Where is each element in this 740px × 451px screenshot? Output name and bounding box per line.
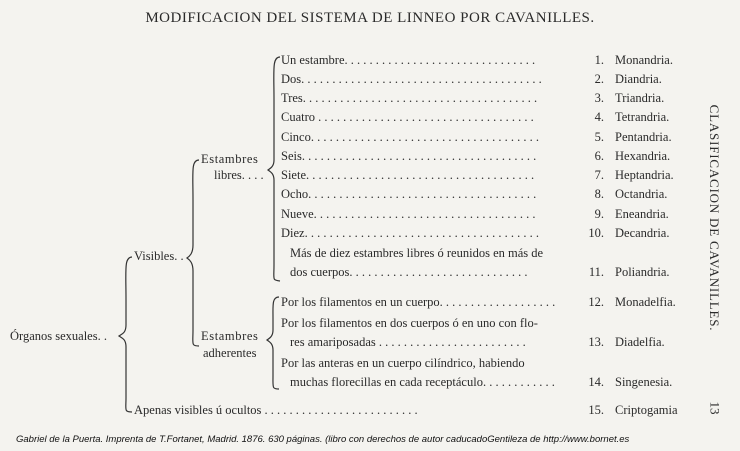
class-name: Hexandria.	[615, 149, 671, 163]
class-number: 6.	[594, 149, 604, 163]
footer-credit: Gabriel de la Puerta. Imprenta de T.Fortanet, Madrid. 1876. 630 páginas. (libro con derechos de autor caducadoGentileza de http://www.bornet.es	[16, 434, 630, 445]
list-item-text: Siete. . . . . . . . . . . . . . . . . . . . . . . . . . . . . . . . . . . . .	[281, 168, 535, 182]
class-number: 12.	[588, 295, 604, 309]
class-name: Decandria.	[615, 226, 670, 240]
list-item-text: Nueve. . . . . . . . . . . . . . . . . . . . . . . . . . . . . . . . . . . .	[281, 207, 536, 221]
class-name: Diandria.	[615, 72, 662, 86]
list-item-text: Por los filamentos en dos cuerpos ó en uno con flo-	[281, 316, 538, 330]
class-name: Eneandria.	[615, 207, 669, 221]
class-name: Tetrandria.	[615, 110, 670, 124]
class-number: 13.	[588, 335, 604, 349]
list-item-text: Ocho. . . . . . . . . . . . . . . . . . . . . . . . . . . . . . . . . . . . .	[281, 187, 537, 201]
class-number: 8.	[594, 187, 604, 201]
list-item-text: Cuatro . . . . . . . . . . . . . . . . . . . . . . . . . . . . . . . . . . .	[281, 110, 534, 124]
class-name: Triandria.	[615, 91, 665, 105]
page-number: 13	[707, 401, 723, 415]
list-item-text: Seis. . . . . . . . . . . . . . . . . . . . . . . . . . . . . . . . . . . . . .	[281, 149, 537, 163]
class-name: Criptogamia	[615, 403, 678, 417]
list-item-text: Cinco. . . . . . . . . . . . . . . . . . . . . . . . . . . . . . . . . . . . .	[281, 130, 539, 144]
libres-label-1: Estambres	[201, 152, 259, 166]
list-item-text: Más de diez estambres libres ó reunidos en más de	[290, 246, 544, 260]
side-title	[694, 104, 734, 332]
class-name: Singenesia.	[615, 375, 673, 389]
class-name: Poliandria.	[615, 265, 670, 279]
visibles-brace	[187, 160, 199, 346]
adherentes-brace	[267, 297, 279, 389]
list-item-text: Por las anteras en un cuerpo cilíndrico, habiendo	[281, 356, 525, 370]
class-name: Monandria.	[615, 53, 673, 67]
list-item-text: Apenas visibles ú ocultos . . . . . . . . . . . . . . . . . . . . . . . . .	[134, 403, 418, 417]
libres-brace	[268, 57, 280, 281]
side-title-text: CLASIFICACION DE CAVANILLES.	[707, 104, 722, 332]
class-name: Octandria.	[615, 187, 668, 201]
root-label: Órganos sexuales. .	[10, 329, 107, 343]
list-item-text: Un estambre. . . . . . . . . . . . . . . . . . . . . . . . . . . . . . .	[281, 53, 536, 67]
list-item-text: res amariposadas . . . . . . . . . . . . . . . . . . . . . . . .	[290, 335, 526, 349]
class-number: 5.	[594, 130, 604, 144]
class-number: 10.	[588, 226, 604, 240]
class-number: 2.	[594, 72, 604, 86]
class-number: 1.	[594, 53, 604, 67]
list-item-text: Diez. . . . . . . . . . . . . . . . . . . . . . . . . . . . . . . . . . . . . .	[281, 226, 539, 240]
class-number: 15.	[588, 403, 604, 417]
class-name: Heptandria.	[615, 168, 674, 182]
libres-label-2: libres. . . .	[214, 168, 264, 182]
list-item-text: Por los filamentos en un cuerpo. . . . . . . . . . . . . . . . . . .	[281, 295, 556, 309]
list-item-text: Tres. . . . . . . . . . . . . . . . . . . . . . . . . . . . . . . . . . . . . .	[281, 91, 538, 105]
adherentes-label-2: adherentes	[203, 346, 257, 360]
class-name: Diadelfia.	[615, 335, 665, 349]
list-item-text: Dos. . . . . . . . . . . . . . . . . . . . . . . . . . . . . . . . . . . . . . .	[281, 72, 542, 86]
class-name: Monadelfia.	[615, 295, 676, 309]
class-number: 7.	[594, 168, 604, 182]
class-number: 3.	[594, 91, 604, 105]
class-number: 14.	[588, 375, 604, 389]
class-number: 4.	[594, 110, 604, 124]
adherentes-label-1: Estambres	[201, 329, 259, 343]
class-name: Pentandria.	[615, 130, 672, 144]
class-number: 9.	[594, 207, 604, 221]
list-item-text: dos cuerpos. . . . . . . . . . . . . . . . . . . . . . . . . . . . .	[290, 265, 528, 279]
list-item-text: muchas florecillas en cada receptáculo. . . . . . . . . . . .	[290, 375, 555, 389]
root-brace	[119, 257, 132, 412]
class-number: 11.	[588, 265, 604, 279]
page-title: MODIFICACION DEL SISTEMA DE LINNEO POR CAVANILLES.	[145, 10, 595, 26]
visibles-label: Visibles. .	[134, 249, 184, 263]
